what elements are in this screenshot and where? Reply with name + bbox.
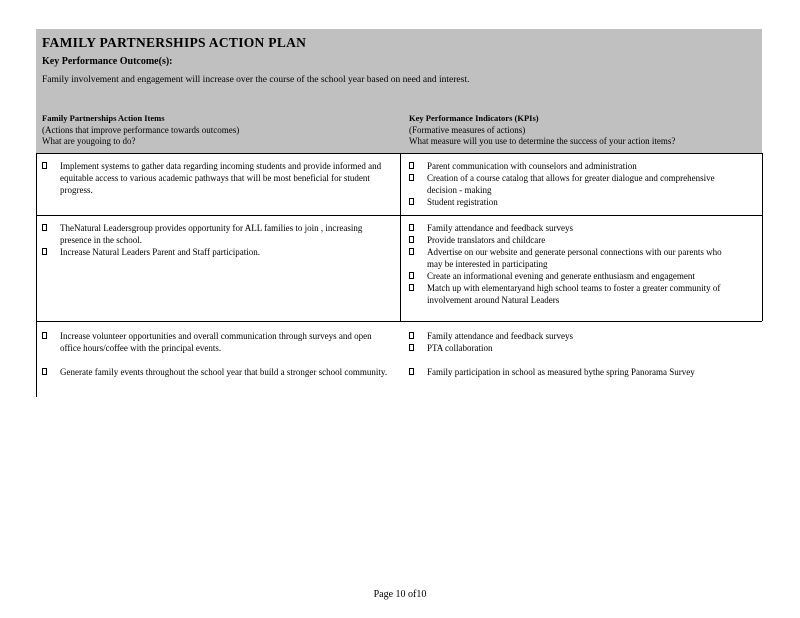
action-items-heading [42, 113, 239, 148]
bullet-icon [42, 162, 47, 169]
list-item: PTA collaboration [409, 342, 739, 354]
kpi-description: (Formative measures of actions) [409, 124, 526, 135]
bullet-icon [409, 344, 414, 351]
list-item: Increase Natural Leaders Parent and Staff participation. [42, 246, 394, 258]
bullet-icon [409, 272, 414, 279]
list-item: Family participation in school as measured bythe spring Panorama Survey [409, 366, 739, 378]
action-items-question: What are yougoing to do? [42, 136, 136, 146]
row-3-actions [42, 330, 394, 378]
bullet-icon [42, 224, 47, 231]
page-number: Page 10 of10 [373, 589, 427, 600]
action-items-description: (Actions that improve performance towards outcomes) [42, 124, 240, 135]
page-title: FAMILY PARTNERSHIPS ACTION PLAN [42, 35, 307, 50]
list-item: Family attendance and feedback surveys [409, 330, 739, 342]
table-rule [36, 153, 762, 154]
table-border-left [36, 153, 37, 397]
list-item: Provide translators and childcare [409, 234, 739, 246]
bullet-icon [42, 332, 47, 339]
outcome-statement: Family involvement and engagement will increase over the course of the school year based on need and interest. [42, 75, 470, 85]
kpi-heading [409, 113, 675, 148]
kpi-title: Key Performance Indicators (KPIs) [409, 113, 539, 123]
list-item: Student registration [409, 196, 739, 208]
bullet-icon [409, 224, 414, 231]
outcomes-label: Key Performance Outcome(s): [42, 56, 173, 67]
row-1-actions [42, 160, 394, 196]
table-rule [36, 215, 762, 216]
kpi-question: What measure will you use to determine the success of your action items? [409, 136, 676, 146]
bullet-icon [409, 198, 414, 205]
bullet-icon [409, 368, 414, 375]
bullet-icon [409, 284, 414, 291]
list-item: Parent communication with counselors and administration [409, 160, 739, 172]
list-item: Generate family events throughout the school year that build a stronger school community. [42, 366, 394, 378]
row-2-actions [42, 222, 394, 258]
table-rule [36, 321, 762, 322]
bullet-icon [409, 174, 414, 181]
table-border-right [762, 153, 763, 321]
header-band [36, 29, 762, 153]
list-item: Creation of a course catalog that allows for greater dialogue and comprehensive decision - making [409, 172, 739, 196]
row-3-kpis [409, 330, 739, 378]
list-item: Create an informational evening and generate enthusiasm and engagement [409, 270, 739, 282]
list-item: Implement systems to gather data regarding incoming students and provide informed and equitable access to various academic pathways that will be most beneficial for student progress. [42, 160, 394, 196]
list-item: Advertise on our website and generate personal connections with our parents who may be interested in participating [409, 246, 739, 270]
bullet-icon [42, 368, 47, 375]
list-item: Family attendance and feedback surveys [409, 222, 739, 234]
bullet-icon [409, 248, 414, 255]
table-divider [400, 153, 401, 321]
bullet-icon [42, 248, 47, 255]
row-2-kpis [409, 222, 739, 306]
row-1-kpis [409, 160, 739, 208]
list-item: Increase volunteer opportunities and overall communication through surveys and open office hours/coffee with the principal events. [42, 330, 394, 354]
action-items-title: Family Partnerships Action Items [42, 113, 165, 123]
list-item: Match up with elementaryand high school teams to foster a greater community of involvement around Natural Leaders [409, 282, 739, 306]
list-item: TheNatural Leadersgroup provides opportunity for ALL families to join , increasing presence in the school. [42, 222, 394, 246]
bullet-icon [409, 162, 414, 169]
bullet-icon [409, 236, 414, 243]
bullet-icon [409, 332, 414, 339]
